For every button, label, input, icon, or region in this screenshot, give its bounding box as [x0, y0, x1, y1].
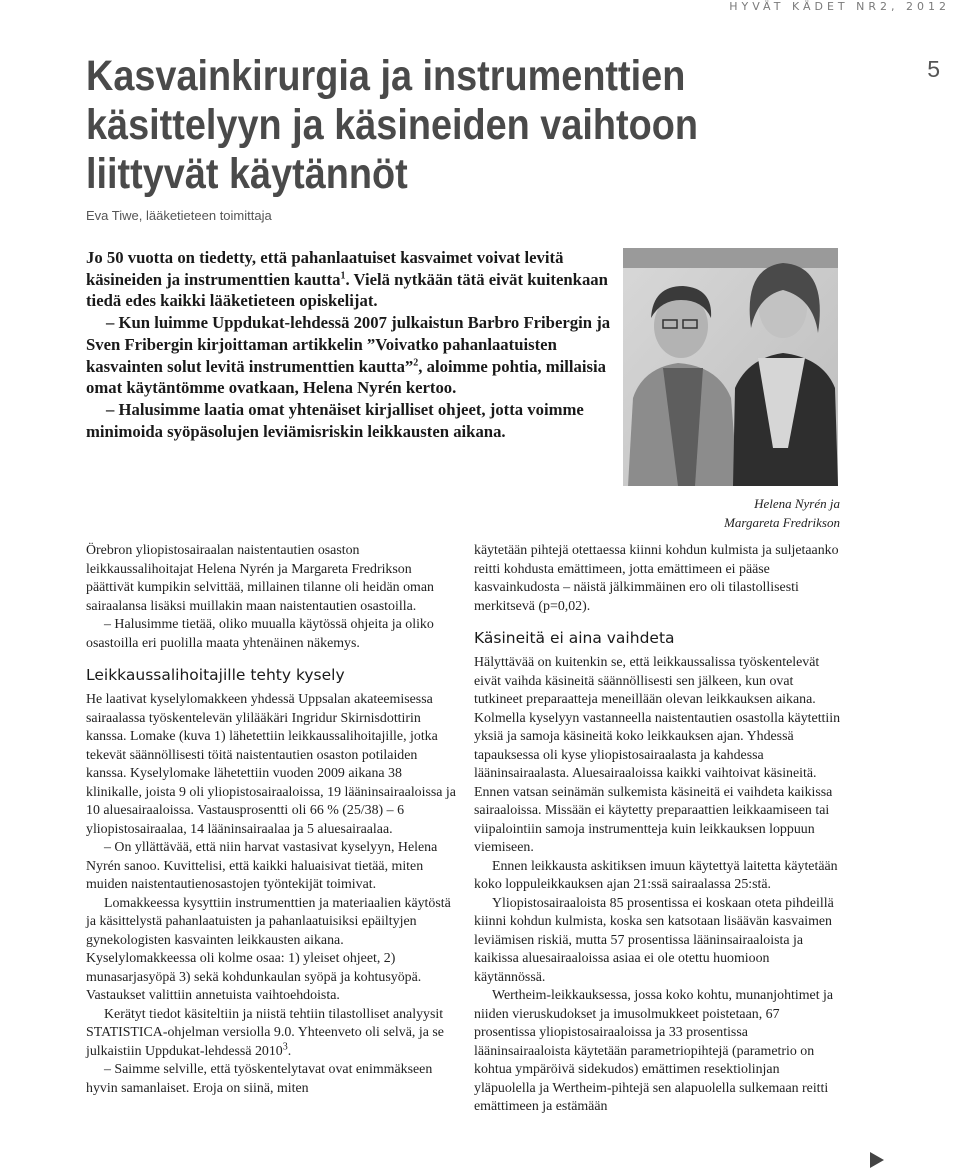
body-paragraph: Ennen leikkausta askitiksen imuun käytettyä laitetta käytetään koko loppuleikkauksen ajan 21:ssä sairaalassa 25:stä.	[474, 858, 838, 892]
lead-paragraph: – Kun luimme Uppdukat-lehdessä 2007 julkaistun Barbro Fribergin ja Sven Fribergin kirjoittaman artikkelin ”Voivatko pahanlaatuisten kasvainten solut levitä instrumenttien kautta”$^2$, aloimme pohtia, millaisia omat käytäntömme ovatkaan, Helena Nyrén kertoo.	[86, 313, 611, 398]
running-header: HYVÄT KÄDET NR2, 2012	[729, 0, 950, 13]
body-paragraph: Yliopistosairaaloista 85 prosentissa ei koskaan oteta pihdeillä kiinni kohdun kulmista, koska sen katsotaan lisäävän kasvaimen leviämisen riskiä, mutta 57 prosentissa lääninsairaaloista ja kaikissa aluesairaaloissa asiaa ei ole otettu huomioon käytännössä.	[474, 895, 834, 985]
body-column-left	[86, 542, 456, 1098]
body-paragraph: – On yllättävää, että niin harvat vastasivat kyselyyn, Helena Nyrén sanoo. Kuvittelisi, että kaikki haluaisivat tietää, miten muiden naistentautienosastojen työntekijät toimivat.	[86, 840, 438, 892]
reference-marker: 2	[413, 356, 419, 368]
play-arrow-icon	[870, 1152, 884, 1168]
portrait-photo	[623, 248, 838, 486]
reference-marker: 3	[282, 1040, 288, 1052]
article-author: Eva Tiwe, lääketieteen toimittaja	[86, 208, 272, 223]
body-paragraph: He laativat kyselylomakkeen yhdessä Uppsalan akateemisessa sairaalassa työskentelevän ylilääkäri Ingridur Skirnisdottirin kanssa. Lomake (kuva 1) lähetettiin leikkaussalihoitajille, jotka tekevät säännöllisesti töitä naistentautien osaston potilaiden kanssa. Kyselylomake lähetettiin vuoden 2009 aikana 38 klinikalle, joista 9 oli yliopistosairaaloissa, 19 lääninsairaaloissa ja 10 aluesairaaloissa. Vastausprosentti oli 66 % (25/38) – 6 yliopistosairaalaa, 14 lääninsairaalaa ja 5 aluesairaalaa.	[86, 692, 456, 837]
body-paragraph: – Saimme selville, että työskentelytavat ovat enimmäkseen hyvin samanlaiset. Eroja on siinä, miten	[86, 1062, 433, 1096]
lead-paragraph: – Halusimme laatia omat yhtenäiset kirjalliset ohjeet, jotta voimme minimoida syöpäsolujen leviämisriskin leikkausten aikana.	[86, 399, 584, 441]
photo-caption: Helena Nyrén ja Margareta Fredrikson	[724, 496, 840, 530]
lead-paragraphs	[86, 247, 616, 442]
body-column-right	[474, 542, 844, 1117]
body-paragraph: käytetään pihtejä otettaessa kiinni kohdun kulmista ja suljetaanko reitti kohdusta emättimeen, jotta emättimeen ei pääse kasvainkudosta – näistä jälkimmäinen ero oli tilastollisesti merkitsevä (p=0,02).	[474, 543, 839, 614]
body-paragraph: Lomakkeessa kysyttiin instrumenttien ja materiaalien käytöstä ja käsittelystä pahanlaatuisten ja pahanlaatuisiksi epäiltyjen gynekologisten kasvainten leikkausten aikana. Kyselylomakkeessa oli kolme osaa: 1) yleiset ohjeet, 2) munasarjasyöpä 3) sekä kohdunkaulan syöpä ja kohtusyöpä. Vastaukset valittiin annetuista vaihtoehdoista.	[86, 895, 451, 1003]
body-paragraph: Hälyttävää on kuitenkin se, että leikkaussalissa työskentelevät eivät vaihda käsineitä säännöllisesti sen jälkeen, kun ovat tutkineet preparaatteja meneillään olevan leikkauksen aikana. Kolmella kyselyyn vastanneella naistentautien osastolla käytettiin yksiä ja samoja käsineitä koko leikkauksen ajan. Yhdessä tapauksessa oli kyse yliopistosairaalasta ja kahdessa lääninsairaalasta. Aluesairaaloissa kaikki vaihtoivat käsineitä. Ennen vatsan seinämän sulkemista käsineitä ei vaihdeta kaikissa sairaaloissa. Missään ei käytetty preparaattien leikkaamiseen tai viipalointiin samoja instrumentteja kuin leikkauksen loppuun viemiseen.	[474, 655, 841, 855]
section-heading: Leikkaussalihoitajille tehty kysely	[86, 666, 345, 684]
lead-paragraph: Jo 50 vuotta on tiedetty, että pahanlaatuiset kasvaimet voivat levitä käsineiden ja instrumenttien kautta$^1$. Vielä nytkään tätä eivät kuitenkaan tiedä edes kaikki lääketieteen opiskelijat.	[86, 248, 608, 311]
portrait-illustration	[623, 248, 838, 486]
reference-marker: 1	[340, 270, 346, 282]
page-number: 5	[927, 56, 940, 82]
body-paragraph: Kerätyt tiedot käsiteltiin ja niistä tehtiin tilastolliset analyysit STATISTICA-ohjelman versiolla 9.0. Yhteenveto oli selvä, ja se julkaistiin Uppdukat-lehdessä 2010$^3$.	[86, 1006, 444, 1059]
article-title: Kasvainkirurgia ja instrumenttien käsittelyyn ja käsineiden vaihtoon liittyvät käytännöt	[86, 52, 698, 198]
body-paragraph: Örebron yliopistosairaalan naistentautien osaston leikkaussalihoitajat Helena Nyrén ja Margareta Fredrikson päättivät kumpikin selvittää, millainen tilanne oli heidän oman sairaalansa lisäksi muillakin maan naistentautien osastoilla.	[86, 543, 434, 614]
section-heading: Käsineitä ei aina vaihdeta	[474, 629, 675, 647]
body-paragraph: Wertheim-leikkauksessa, jossa koko kohtu, munanjohtimet ja niiden vieruskudokset ja imusolmukkeet poistetaan, 67 prosentissa yliopistosairaaloissa ja 33 prosentissa lääninsairaaloista käytetään parametriopihtejä (parametrio on kohtua ympäröivä sidekudos) emättimen resektiolinjan yläpuolella ja Wertheim-pihtejä sen alapuolella sulkemaan reitti emättimeen ja estämään	[474, 988, 834, 1114]
body-paragraph: – Halusimme tietää, oliko muualla käytössä ohjeita ja oliko osastoilla eri puolilla maata yhtenäinen näkemys.	[86, 617, 434, 651]
